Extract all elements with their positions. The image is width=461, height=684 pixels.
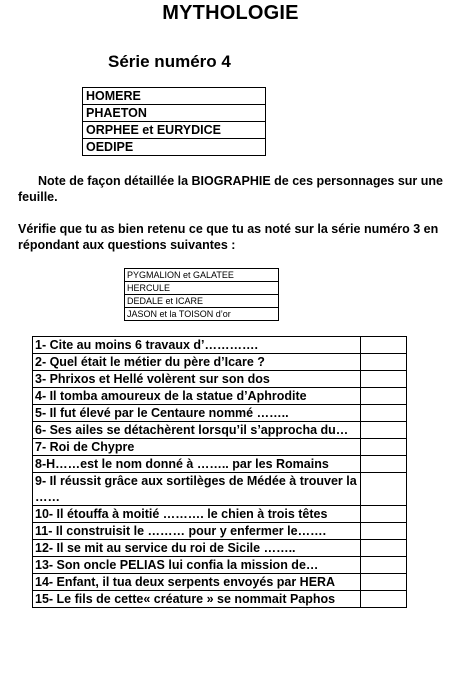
- table-row: [33, 354, 407, 371]
- answer-cell[interactable]: [360, 388, 406, 405]
- question-text: 8-H……est le nom donné à …….. par les Romains: [33, 456, 361, 473]
- answer-cell[interactable]: [360, 405, 406, 422]
- page-title: MYTHOLOGIE: [162, 2, 299, 24]
- instruction-biography: Note de façon détaillée la BIOGRAPHIE de ces personnages sur une feuille.: [18, 174, 443, 204]
- table-row: [33, 388, 407, 405]
- table-row: [33, 540, 407, 557]
- answer-cell[interactable]: [360, 506, 406, 523]
- question-text: 9- Il réussit grâce aux sortilèges de Médée à trouver la ……: [33, 473, 361, 506]
- answer-cell[interactable]: [360, 337, 406, 354]
- question-text: 5- Il fut élevé par le Centaure nommé ……..: [33, 405, 361, 422]
- series-3-characters-table: [124, 268, 279, 321]
- table-row: [33, 574, 407, 591]
- question-text: 7- Roi de Chypre: [33, 439, 361, 456]
- question-text: 2- Quel était le métier du père d’Icare ?: [33, 354, 361, 371]
- table-row: [125, 269, 279, 282]
- character-name: PHAETON: [83, 105, 266, 122]
- character-name: DEDALE et ICARE: [125, 295, 279, 308]
- question-text: 3- Phrixos et Hellé volèrent sur son dos: [33, 371, 361, 388]
- instruction-questions: Vérifie que tu as bien retenu ce que tu as noté sur la série numéro 3 en répondant aux questions suivantes :: [18, 222, 439, 252]
- question-text: 11- Il construisit le ……… pour y enfermer le…….: [33, 523, 361, 540]
- character-name: PYGMALION et GALATEE: [125, 269, 279, 282]
- question-text: 13- Son oncle PELIAS lui confia la mission de…: [33, 557, 361, 574]
- question-text: 1- Cite au moins 6 travaux d’………….: [33, 337, 361, 354]
- answer-cell[interactable]: [360, 422, 406, 439]
- question-text: 14- Enfant, il tua deux serpents envoyés par HERA: [33, 574, 361, 591]
- table-row: [33, 371, 407, 388]
- answer-cell[interactable]: [360, 523, 406, 540]
- answer-cell[interactable]: [360, 574, 406, 591]
- question-text: 15- Le fils de cette« créature » se nommait Paphos: [33, 591, 361, 608]
- series-subtitle: Série numéro 4: [108, 52, 231, 71]
- table-row: [33, 523, 407, 540]
- table-row: [33, 439, 407, 456]
- table-row: [83, 139, 266, 156]
- character-name: JASON et la TOISON d’or: [125, 308, 279, 321]
- table-row: [83, 105, 266, 122]
- answer-cell[interactable]: [360, 371, 406, 388]
- character-name: ORPHEE et EURYDICE: [83, 122, 266, 139]
- answer-cell[interactable]: [360, 456, 406, 473]
- answer-cell[interactable]: [360, 591, 406, 608]
- table-row: [33, 591, 407, 608]
- question-text: 4- Il tomba amoureux de la statue d’Aphrodite: [33, 388, 361, 405]
- table-row: [83, 88, 266, 105]
- question-text: 6- Ses ailes se détachèrent lorsqu’il s’approcha du…: [33, 422, 361, 439]
- table-row: [125, 295, 279, 308]
- answer-cell[interactable]: [360, 354, 406, 371]
- table-row: [125, 308, 279, 321]
- table-row: [125, 282, 279, 295]
- character-name: HERCULE: [125, 282, 279, 295]
- answer-cell[interactable]: [360, 557, 406, 574]
- series-4-characters-table: [82, 87, 266, 156]
- question-text: 10- Il étouffa à moitié ………. le chien à trois têtes: [33, 506, 361, 523]
- answer-cell[interactable]: [360, 473, 406, 506]
- character-name: OEDIPE: [83, 139, 266, 156]
- questions-table: [32, 336, 407, 608]
- answer-cell[interactable]: [360, 439, 406, 456]
- table-row: [33, 422, 407, 439]
- table-row: [33, 473, 407, 506]
- table-row: [33, 405, 407, 422]
- character-name: HOMERE: [83, 88, 266, 105]
- table-row: [33, 456, 407, 473]
- table-row: [33, 337, 407, 354]
- table-row: [33, 506, 407, 523]
- answer-cell[interactable]: [360, 540, 406, 557]
- table-row: [33, 557, 407, 574]
- table-row: [83, 122, 266, 139]
- question-text: 12- Il se mit au service du roi de Sicile ……..: [33, 540, 361, 557]
